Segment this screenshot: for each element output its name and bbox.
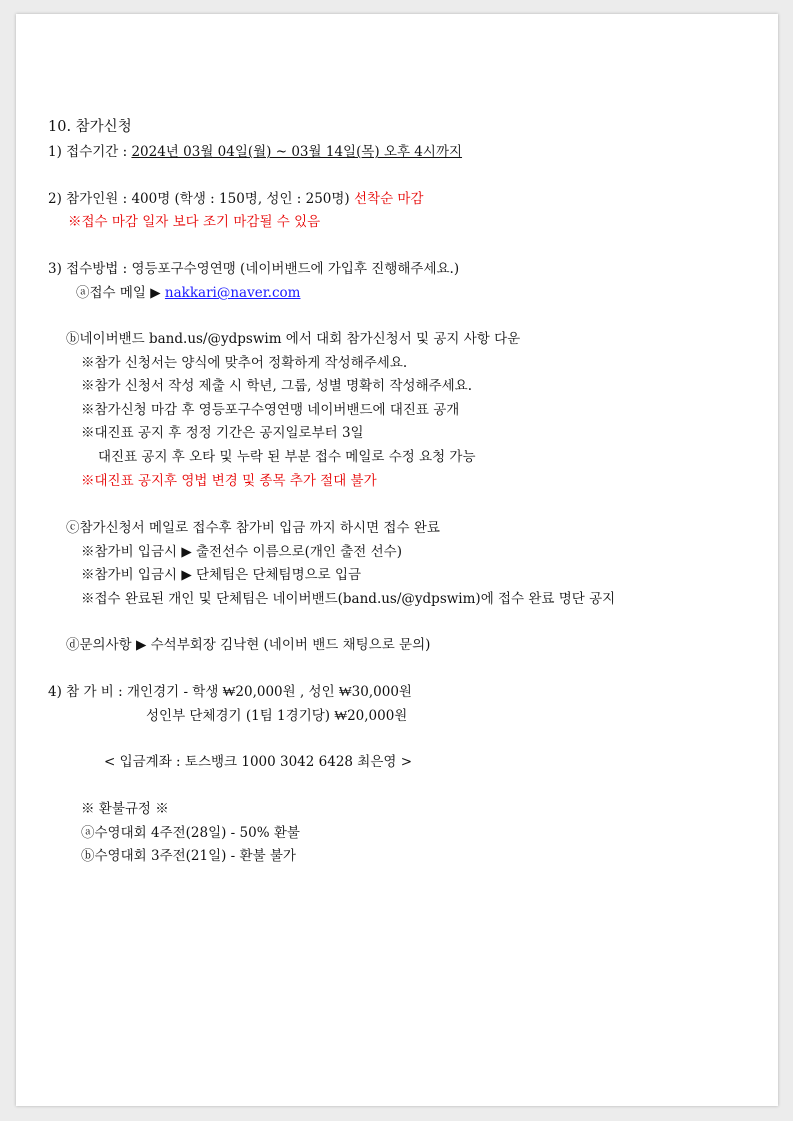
period-value: 2024년 03월 04일(월) ~ 03월 14일(목) 오후 4시까지	[131, 144, 463, 160]
refund-item: ⓐ수영대회 4주전(28일) - 50% 환불	[81, 825, 300, 841]
payment-note: ※참가비 입금시 ▶ 단체팀은 단체팀명으로 입금	[81, 567, 362, 583]
method-line: 3) 접수방법 : 영등포구수영연맹 (네이버밴드에 가입후 진행해주세요.)	[48, 261, 460, 277]
band-note: ※참가 신청서 작성 제출 시 학년, 그룹, 성별 명확히 작성해주세요.	[81, 378, 473, 394]
band-line: ⓑ네이버밴드 band.us/@ydpswim 에서 대회 참가신청서 및 공지 사항 다운	[66, 331, 521, 347]
participants-text: 2) 참가인원 : 400명 (학생 : 150명, 성인 : 250명)	[48, 191, 354, 207]
payment-note: ※접수 완료된 개인 및 단체팀은 네이버밴드(band.us/@ydpswim)에 접수 완료 명단 공지	[81, 591, 616, 607]
payment-note: ※참가비 입금시 ▶ 출전선수 이름으로(개인 출전 선수)	[81, 544, 402, 560]
email-prefix: ⓐ접수 메일 ▶	[76, 285, 165, 301]
period-line	[48, 143, 462, 161]
section-title: 10. 참가신청	[48, 119, 132, 135]
account-line: < 입금계좌 : 토스뱅크 1000 3042 6428 최은영 >	[104, 754, 413, 770]
refund-item: ⓑ수영대회 3주전(21일) - 환불 불가	[81, 848, 296, 864]
early-close-note: ※접수 마감 일자 보다 조기 마감될 수 있음	[68, 214, 321, 230]
band-note: 대진표 공지 후 오타 및 누락 된 부분 접수 메일로 수정 요청 가능	[98, 449, 476, 465]
inquiry-line: ⓓ문의사항 ▶ 수석부회장 김낙현 (네이버 밴드 채팅으로 문의)	[66, 637, 431, 653]
document-page	[16, 14, 778, 1106]
band-note: ※참가 신청서는 양식에 맞추어 정확하게 작성해주세요.	[81, 355, 408, 371]
band-note: ※대진표 공지 후 정정 기간은 공지일로부터 3일	[81, 425, 364, 441]
band-warning: ※대진표 공지후 영법 변경 및 종목 추가 절대 불가	[81, 473, 377, 489]
refund-title: ※ 환불규정 ※	[81, 801, 169, 817]
period-label: 1) 접수기간 :	[48, 144, 132, 160]
email-line	[76, 284, 300, 302]
email-link[interactable]: nakkari@naver.com	[164, 285, 301, 301]
band-note: ※참가신청 마감 후 영등포구수영연맹 네이버밴드에 대진표 공개	[81, 402, 460, 418]
participants-line	[48, 190, 424, 208]
payment-line: ⓒ참가신청서 메일로 접수후 참가비 입금 까지 하시면 접수 완료	[66, 520, 440, 536]
first-come-badge: 선착순 마감	[354, 191, 424, 207]
fee-group-line: 성인부 단체경기 (1팀 1경기당) ₩20,000원	[146, 708, 408, 724]
fee-line: 4) 참 가 비 : 개인경기 - 학생 ₩20,000원 , 성인 ₩30,000원	[48, 684, 412, 700]
